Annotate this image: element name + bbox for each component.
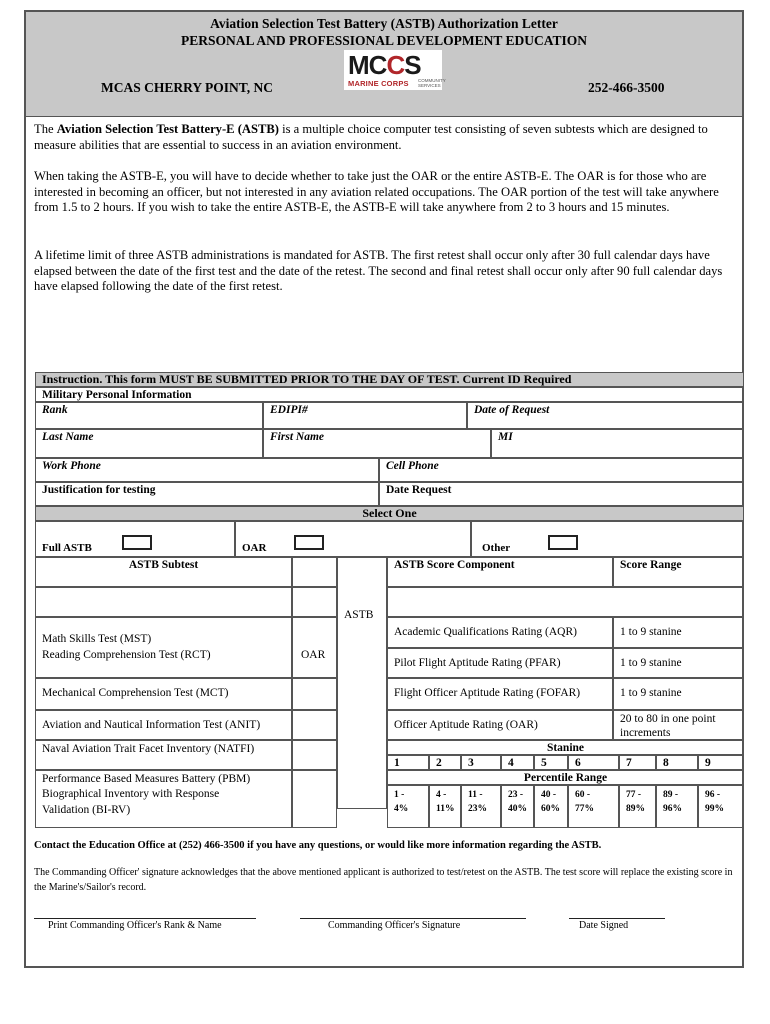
subtest-blank-row — [35, 587, 292, 617]
subtest-birv-line1: Biographical Inventory with Response — [42, 788, 220, 800]
range-pfar: 1 to 9 stanine — [613, 648, 744, 678]
subtest-rct: Reading Comprehension Test (RCT) — [42, 649, 211, 661]
astb-column — [337, 557, 387, 809]
contact-text: Contact the Education Office at (252) 466-3500 if you have any questions, or would like more information regarding the ASTB. — [34, 840, 602, 851]
stanine-cell: 9 — [698, 755, 744, 770]
percentile-cell — [568, 785, 619, 828]
signature-caption: Commanding Officer's Signature — [328, 920, 461, 931]
location-text: MCAS CHERRY POINT, NC — [101, 80, 274, 95]
subtest-natfi: Naval Aviation Trait Facet Inventory (NATFI) — [35, 740, 292, 770]
mccs-logo — [344, 50, 446, 90]
date-request-field[interactable]: Date Request — [379, 482, 744, 506]
percentile-cell — [656, 785, 698, 828]
component-fofar: Flight Officer Aptitude Rating (FOFAR) — [387, 678, 613, 710]
full-astb-label: Full ASTB — [42, 542, 92, 554]
percentile-high: 89% — [626, 804, 645, 814]
percentile-high: 96% — [663, 804, 682, 814]
subtest-mst: Math Skills Test (MST) — [42, 633, 152, 645]
rank-field[interactable]: Rank — [35, 402, 263, 429]
natfi-blank-cell — [292, 740, 337, 770]
percentile-low: 77 - — [626, 790, 642, 800]
logo-subtext: MARINE CORPS — [348, 79, 409, 88]
percentile-high: 40% — [508, 804, 527, 814]
oar-checkbox[interactable] — [294, 535, 324, 550]
percentile-cell — [501, 785, 534, 828]
percentile-cell — [387, 785, 429, 828]
select-one-bar: Select One — [35, 506, 744, 521]
stanine-label: Stanine — [387, 740, 744, 755]
instruction-bar: Instruction. This form MUST BE SUBMITTED PRIOR TO THE DAY OF TEST. Current ID Required — [35, 372, 744, 387]
date-of-request-field[interactable]: Date of Request — [467, 402, 744, 429]
percentile-low: 89 - — [663, 790, 679, 800]
authorization-letter-page — [24, 10, 744, 968]
percentile-cell — [698, 785, 744, 828]
other-label: Other — [482, 542, 511, 554]
subtest-blank-cell — [292, 587, 337, 617]
range-fofar: 1 to 9 stanine — [613, 678, 744, 710]
component-oar: Officer Aptitude Rating (OAR) — [387, 710, 613, 740]
header-blank-cell — [292, 557, 337, 587]
percentile-high: 77% — [575, 804, 594, 814]
subtest-pbm-birv — [35, 770, 292, 828]
percentile-low: 1 - — [394, 790, 405, 800]
last-name-field[interactable]: Last Name — [35, 429, 263, 458]
astb-column-label: ASTB — [344, 609, 374, 621]
percentile-low: 96 - — [705, 790, 721, 800]
stanine-cell: 2 — [429, 755, 461, 770]
phone-text: 252-466-3500 — [588, 80, 665, 95]
date-signed-caption: Date Signed — [579, 920, 629, 931]
anit-blank-cell — [292, 710, 337, 740]
stanine-cell: 8 — [656, 755, 698, 770]
oar-option — [235, 521, 471, 557]
oar-group-label: OAR — [301, 649, 326, 661]
percentile-high: 60% — [541, 804, 560, 814]
percentile-low: 23 - — [508, 790, 524, 800]
work-phone-field[interactable]: Work Phone — [35, 458, 379, 482]
percentile-high: 11% — [436, 804, 455, 814]
first-name-field[interactable]: First Name — [263, 429, 491, 458]
percentile-cell — [619, 785, 656, 828]
percentile-cell — [461, 785, 501, 828]
range-aqr: 1 to 9 stanine — [613, 617, 744, 648]
stanine-cell: 6 — [568, 755, 619, 770]
oar-label: OAR — [242, 542, 267, 554]
stanine-cell: 5 — [534, 755, 568, 770]
other-checkbox[interactable] — [548, 535, 578, 550]
cell-phone-field[interactable]: Cell Phone — [379, 458, 744, 482]
range-oar: 20 to 80 in one point increments — [613, 710, 744, 740]
military-info-heading: Military Personal Information — [35, 387, 744, 402]
score-component-header: ASTB Score Component — [387, 557, 613, 587]
percentile-low: 40 - — [541, 790, 557, 800]
percentile-low: 4 - — [436, 790, 447, 800]
stanine-cell: 4 — [501, 755, 534, 770]
intro-paragraph-2: When taking the ASTB-E, you will have to decide whether to take just the OAR or the entire ASTB-E. The OAR is for those who are interested in becoming an officer, but not interested in any aviation related occupations. The OAR portion of the test will take anywhere from 1.5 to 2 hours. If you wish to take the entire ASTB-E, the ASTB-E will take anywhere from 2 to 3 hours and 15 minutes. — [34, 169, 719, 215]
mi-field[interactable]: MI — [491, 429, 744, 458]
percentile-label: Percentile Range — [387, 770, 744, 785]
percentile-cell — [429, 785, 461, 828]
subtest-mst-rct — [35, 617, 292, 678]
subtest-mct: Mechanical Comprehension Test (MCT) — [35, 678, 292, 710]
full-astb-option — [35, 521, 235, 557]
letter-header — [26, 12, 742, 117]
stanine-cell: 1 — [387, 755, 429, 770]
score-range-header: Score Range — [613, 557, 744, 587]
other-option — [471, 521, 744, 557]
mct-blank-cell — [292, 678, 337, 710]
letter-title: Aviation Selection Test Battery (ASTB) Authorization Letter — [210, 16, 558, 31]
component-aqr: Academic Qualifications Rating (AQR) — [387, 617, 613, 648]
intro-paragraph-3: A lifetime limit of three ASTB administrations is mandated for ASTB. The first retest shall occur only after 30 full calendar days have elapsed between the date of the first test and the date of the retest. The second and final retest shall occur only after 90 full calendar days have elapsed following the date of the first retest. — [34, 248, 723, 294]
percentile-cell — [534, 785, 568, 828]
percentile-high: 99% — [705, 804, 724, 814]
acknowledgement-text: The Commanding Officer' signature acknowledges that the above mentioned applicant is authorized to test/retest on the ASTB. The test score will replace the existing score in the Marine's/Sailor's record. — [34, 867, 733, 893]
component-blank-row — [387, 587, 744, 617]
stanine-cell: 7 — [619, 755, 656, 770]
logo-wordmark: MCCS — [348, 50, 421, 80]
pbm-blank-cell — [292, 770, 337, 828]
subtest-anit: Aviation and Nautical Information Test (ANIT) — [35, 710, 292, 740]
intro-paragraph-1: The Aviation Selection Test Battery-E (ASTB) is a multiple choice computer test consisting of seven subtests which are designed to measure abilities that are essential to success in an aviation environment. — [34, 122, 708, 152]
percentile-high: 4% — [394, 804, 409, 814]
component-pfar: Pilot Flight Aptitude Rating (PFAR) — [387, 648, 613, 678]
subtest-birv-line2: Validation (BI-RV) — [42, 804, 131, 816]
percentile-low: 60 - — [575, 790, 591, 800]
letter-subtitle: PERSONAL AND PROFESSIONAL DEVELOPMENT EDUCATION — [180, 33, 588, 48]
rank-name-caption: Print Commanding Officer's Rank & Name — [48, 920, 222, 931]
subtest-pbm: Performance Based Measures Battery (PBM) — [42, 773, 251, 785]
edipi-field[interactable]: EDIPI# — [263, 402, 467, 429]
percentile-high: 23% — [468, 804, 487, 814]
stanine-cell: 3 — [461, 755, 501, 770]
justification-field[interactable]: Justification for testing — [35, 482, 379, 506]
subtest-header: ASTB Subtest — [35, 557, 292, 587]
percentile-low: 11 - — [468, 790, 483, 800]
logo-subtext-small: COMMUNITY SERVICES — [418, 78, 446, 88]
full-astb-checkbox[interactable] — [122, 535, 152, 550]
oar-group-cell — [292, 617, 337, 678]
